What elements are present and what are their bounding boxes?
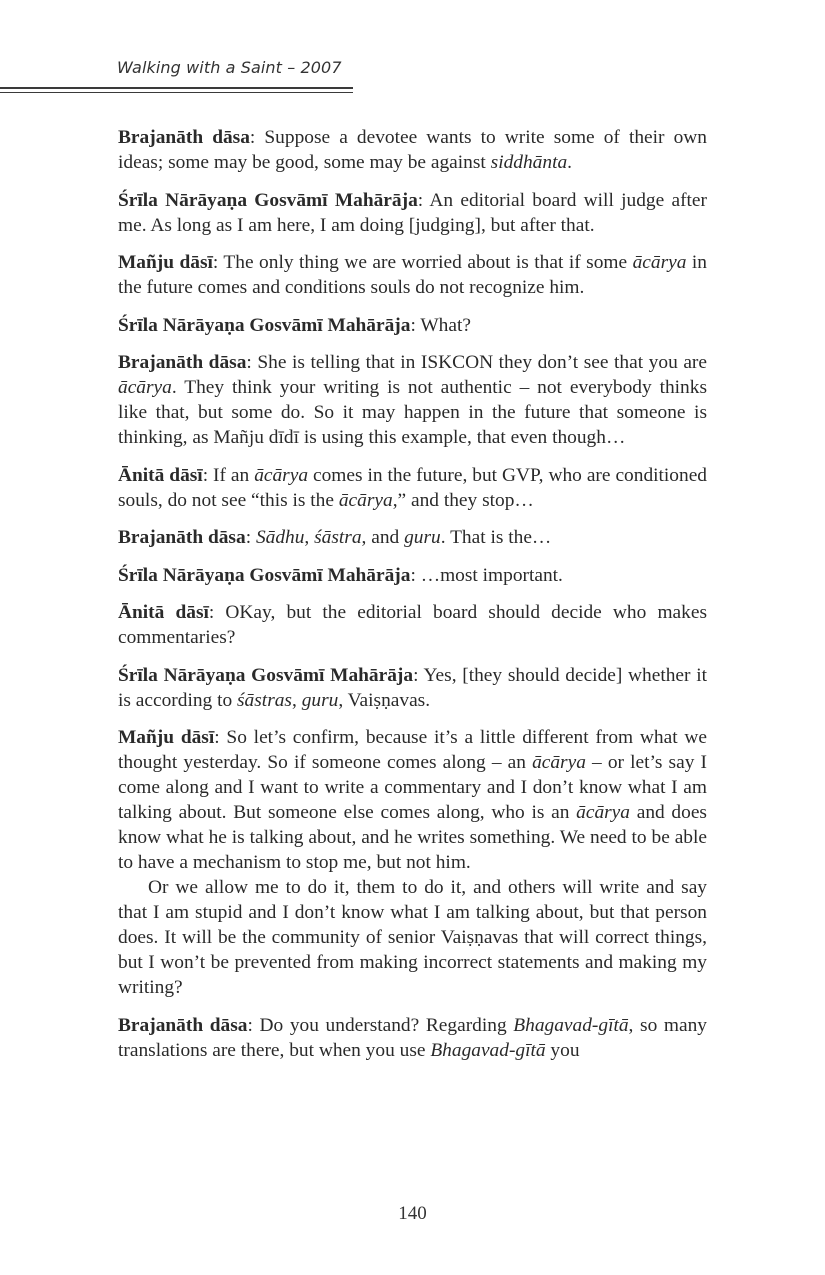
dialogue-body (118, 125, 707, 1075)
dialogue-continuation: Or we allow me to do it, them to do it, and others will write and say that I am stupid and I don’t know what I am talking about, but that person does. It will be the community of senior Vaiṣṇavas that will correct things, but I won’t be prevented from making incorrect statements and making my writing? (118, 877, 707, 998)
speaker-name: Śrīla Nārāyaṇa Gosvāmī Mahārāja (118, 189, 418, 211)
dialogue-paragraph: Śrīla Nārāyaṇa Gosvāmī Mahārāja: …most important. (118, 564, 563, 586)
speaker-name: Brajanāth dāsa (118, 127, 250, 148)
dialogue-paragraph: Brajanāth dāsa: Suppose a devotee wants to write some of their own ideas; some may be good, some may be against siddhānta. (118, 127, 707, 173)
dialogue-paragraph: Ānitā dāsī: If an ācārya comes in the future, but GVP, who are conditioned souls, do not see “this is the ācārya,” and they stop… (118, 464, 707, 511)
speaker-name: Mañju dāsī (118, 252, 213, 273)
speaker-name: Śrīla Nārāyaṇa Gosvāmī Mahārāja (118, 664, 414, 686)
speaker-name: Mañju dāsī (118, 727, 215, 748)
dialogue-paragraph: Śrīla Nārāyaṇa Gosvāmī Mahārāja: Yes, [they should decide] whether it is according to śāstras, guru, Vaiṣṇavas. (118, 664, 707, 711)
dialogue-paragraph: Śrīla Nārāyaṇa Gosvāmī Mahārāja: An editorial board will judge after me. As long as I am here, I am doing [judging], but after that. (118, 189, 707, 236)
speaker-name: Śrīla Nārāyaṇa Gosvāmī Mahārāja (118, 314, 411, 336)
speaker-name: Ānitā dāsī (118, 602, 209, 623)
dialogue-paragraph: Brajanāth dāsa: She is telling that in ISKCON they don’t see that you are ācārya. They think your writing is not authentic – not everybody thinks like that, but some do. So it may happen in the future that someone is thinking, as Mañju dīdī is using this example, that even though… (118, 352, 707, 448)
dialogue-paragraph: Mañju dāsī: So let’s confirm, because it’s a little different from what we thought yesterday. So if someone comes along – an ācārya – or let’s say I come along and I want to write a commentary and I don’t know what I am talking about. But someone else comes along, who is an ācārya and does know what he is talking about, and he writes something. We need to be able to have a mechanism to stop me, but not him. (118, 727, 707, 873)
dialogue-paragraph: Ānitā dāsī: OKay, but the editorial board should decide who makes commentaries? (118, 602, 707, 648)
speaker-name: Brajanāth dāsa (118, 1014, 248, 1036)
header-rule-thick (0, 87, 353, 89)
running-head-title: Walking with a Saint – 2007 (117, 58, 342, 77)
page-number: 140 (398, 1203, 427, 1224)
dialogue-paragraph: Śrīla Nārāyaṇa Gosvāmī Mahārāja: What? (118, 314, 471, 336)
dialogue-paragraph: Brajanāth dāsa: Sādhu, śāstra, and guru. That is the… (118, 527, 552, 548)
speaker-name: Śrīla Nārāyaṇa Gosvāmī Mahārāja (118, 564, 411, 586)
dialogue-paragraph: Brajanāth dāsa: Do you understand? Regarding Bhagavad-gītā, so many translations are there, but when you use Bhagavad-gītā you (118, 1014, 707, 1061)
header-rule-thin (0, 92, 353, 93)
speaker-name: Ānitā dāsī (118, 464, 203, 486)
speaker-name: Brajanāth dāsa (118, 527, 246, 548)
dialogue-paragraph: Mañju dāsī: The only thing we are worried about is that if some ācārya in the future comes and conditions souls do not recognize him. (118, 252, 707, 298)
speaker-name: Brajanāth dāsa (118, 352, 247, 373)
